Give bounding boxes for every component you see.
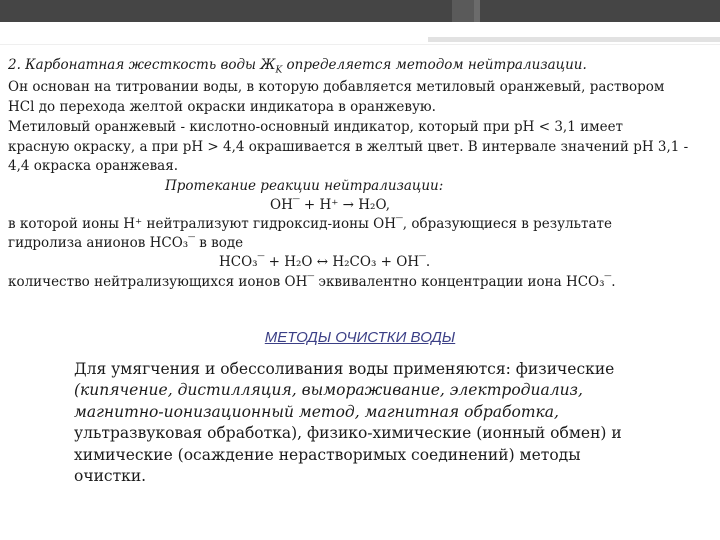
body-line-6: в которой ионы H⁺ нейтрализуют гидроксид-ионы OH‾, образующиеся в результате [8,216,612,232]
methods-line-1: Для умягчения и обессоливания воды применяются: физические [74,360,615,378]
methods-line-2: (кипячение, дистилляция, вымораживание, электродиализ, [74,381,583,399]
methods-line-6: очистки. [74,467,147,485]
methods-line-3: магнитно-ионизационный метод, магнитная обработка, [74,403,559,421]
divider [0,44,720,45]
closing-line: количество нейтрализующихся ионов OH‾ эквивалентно концентрации иона HCO₃‾. [8,274,616,290]
decorative-rule [428,37,720,42]
section-title-rest: определяется методом нейтрализации. [282,57,587,73]
section-title [8,57,587,80]
body-line-4: красную окраску, а при рН > 4,4 окрашивается в желтый цвет. В интервале значений рН 3,1 - [8,139,689,155]
body-line-3: Метиловый оранжевый - кислотно-основный индикатор, который при рН < 3,1 имеет [8,119,624,135]
equation-1: OH‾ + H⁺ → H₂O, [270,197,391,213]
body-line-7: гидролиза анионов HCO₃‾ в воде [8,235,244,251]
methods-heading: МЕТОДЫ ОЧИСТКИ ВОДЫ [264,329,456,346]
section-title-text: 2. Карбонатная жесткость воды Ж [8,57,276,73]
section-title-subscript: K [275,65,283,76]
equation-2: HCO₃‾ + H₂O ↔ H₂CO₃ + OH‾. [219,254,431,270]
title-bar-accent-thin [474,0,480,22]
title-bar-accent [452,0,474,22]
body-line-2: HCl до перехода желтой окраски индикатора в оранжевую. [8,99,436,115]
reaction-heading: Протекание реакции нейтрализации: [165,178,444,194]
body-line-5: 4,4 окраска оранжевая. [8,158,179,174]
body-line-1: Он основан на титровании воды, в которую добавляется метиловый оранжевый, раствором [8,79,665,95]
methods-line-4: ультразвуковая обработка), физико-химические (ионный обмен) и [74,424,622,442]
methods-line-5: химические (осаждение нерастворимых соединений) методы [74,446,581,464]
title-bar [0,0,720,22]
